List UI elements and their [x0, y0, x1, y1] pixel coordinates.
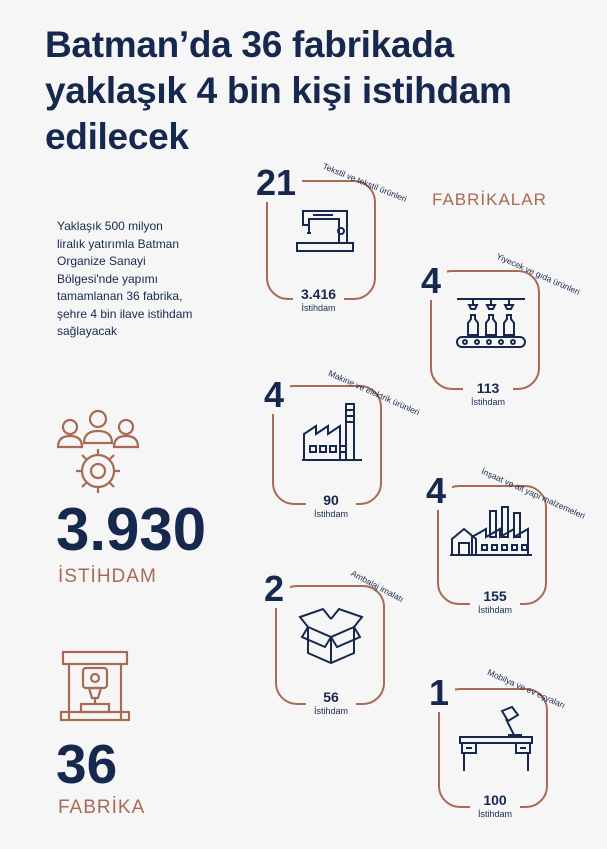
industrial-plant-icon: [450, 503, 532, 563]
sector-employment: [470, 793, 520, 820]
sector-employment: [463, 381, 513, 408]
headline: [45, 22, 565, 160]
intro-line: liralık yatırımla Batman: [57, 236, 180, 251]
total-factory-label: FABRİKA: [58, 797, 146, 818]
headline-line: edilecek: [45, 116, 189, 157]
sector-count: 1: [423, 674, 455, 712]
sector-employment-value: 3.416: [301, 286, 337, 302]
intro-line: Bölgesi'nde yapımı: [57, 271, 159, 286]
sector-employment: [470, 589, 520, 616]
intro-line: tamamlanan 36 fabrika,: [57, 289, 183, 303]
sector-category: Ambalaj imalatı: [349, 568, 406, 605]
headline-line: Batman’da 36 fabrikada: [45, 24, 454, 65]
intro-line: Yaklaşık 500 milyon: [57, 219, 163, 233]
sector-employment-value: 90: [323, 492, 339, 508]
people-gear-icon: [52, 405, 144, 497]
desk-lamp-icon: [458, 705, 534, 773]
sector-employment: [306, 493, 356, 520]
sector-employment-label: İstihdam: [301, 303, 336, 313]
sector-category: Mobilya ve ev eşyaları: [485, 667, 567, 711]
sector-count: 4: [415, 262, 447, 300]
total-employment-label: İSTİHDAM: [58, 566, 157, 587]
total-factory-value: 36: [56, 733, 118, 795]
bottling-line-icon: [455, 295, 527, 355]
headline-line: yaklaşık 4 bin kişi istihdam: [45, 70, 512, 111]
printer-machine-icon: [55, 646, 135, 726]
sector-employment-label: İstihdam: [471, 397, 506, 407]
sector-count: 4: [258, 376, 290, 414]
factory-icon: [300, 400, 364, 472]
sector-employment: [306, 690, 356, 717]
sector-employment-label: İstihdam: [478, 605, 513, 615]
sector-category: Makine ve elektrik ürünleri: [326, 368, 422, 418]
sector-employment-value: 113: [476, 380, 500, 396]
sector-employment-label: İstihdam: [478, 809, 513, 819]
section-title: FABRİKALAR: [432, 190, 547, 209]
total-employment-value: 3.930: [56, 496, 207, 563]
sector-count: 21: [250, 164, 302, 202]
sector-employment: [293, 287, 344, 314]
sector-employment-value: 100: [483, 792, 507, 808]
sector-category: İnşaat ve alt yapı malzemeleri: [479, 466, 587, 521]
sector-employment-label: İstihdam: [314, 706, 349, 716]
intro-line: Organize Sanayi: [57, 254, 146, 268]
sewing-machine-icon: [293, 203, 357, 259]
sector-employment-value: 56: [323, 689, 339, 705]
open-box-icon: [296, 603, 366, 667]
sector-count: 4: [420, 472, 452, 510]
sector-employment-value: 155: [483, 588, 507, 604]
sector-count: 2: [258, 570, 290, 608]
sector-employment-label: İstihdam: [314, 509, 349, 519]
intro-line: şehre 4 bin ilave istihdam: [57, 306, 193, 321]
intro-line: sağlayacak: [57, 324, 118, 338]
intro-text: [57, 218, 257, 341]
sector-category: Tekstil ve tekstil ürünleri: [321, 161, 409, 204]
sector-category: Yiyecek ve gıda ürünleri: [494, 251, 582, 297]
